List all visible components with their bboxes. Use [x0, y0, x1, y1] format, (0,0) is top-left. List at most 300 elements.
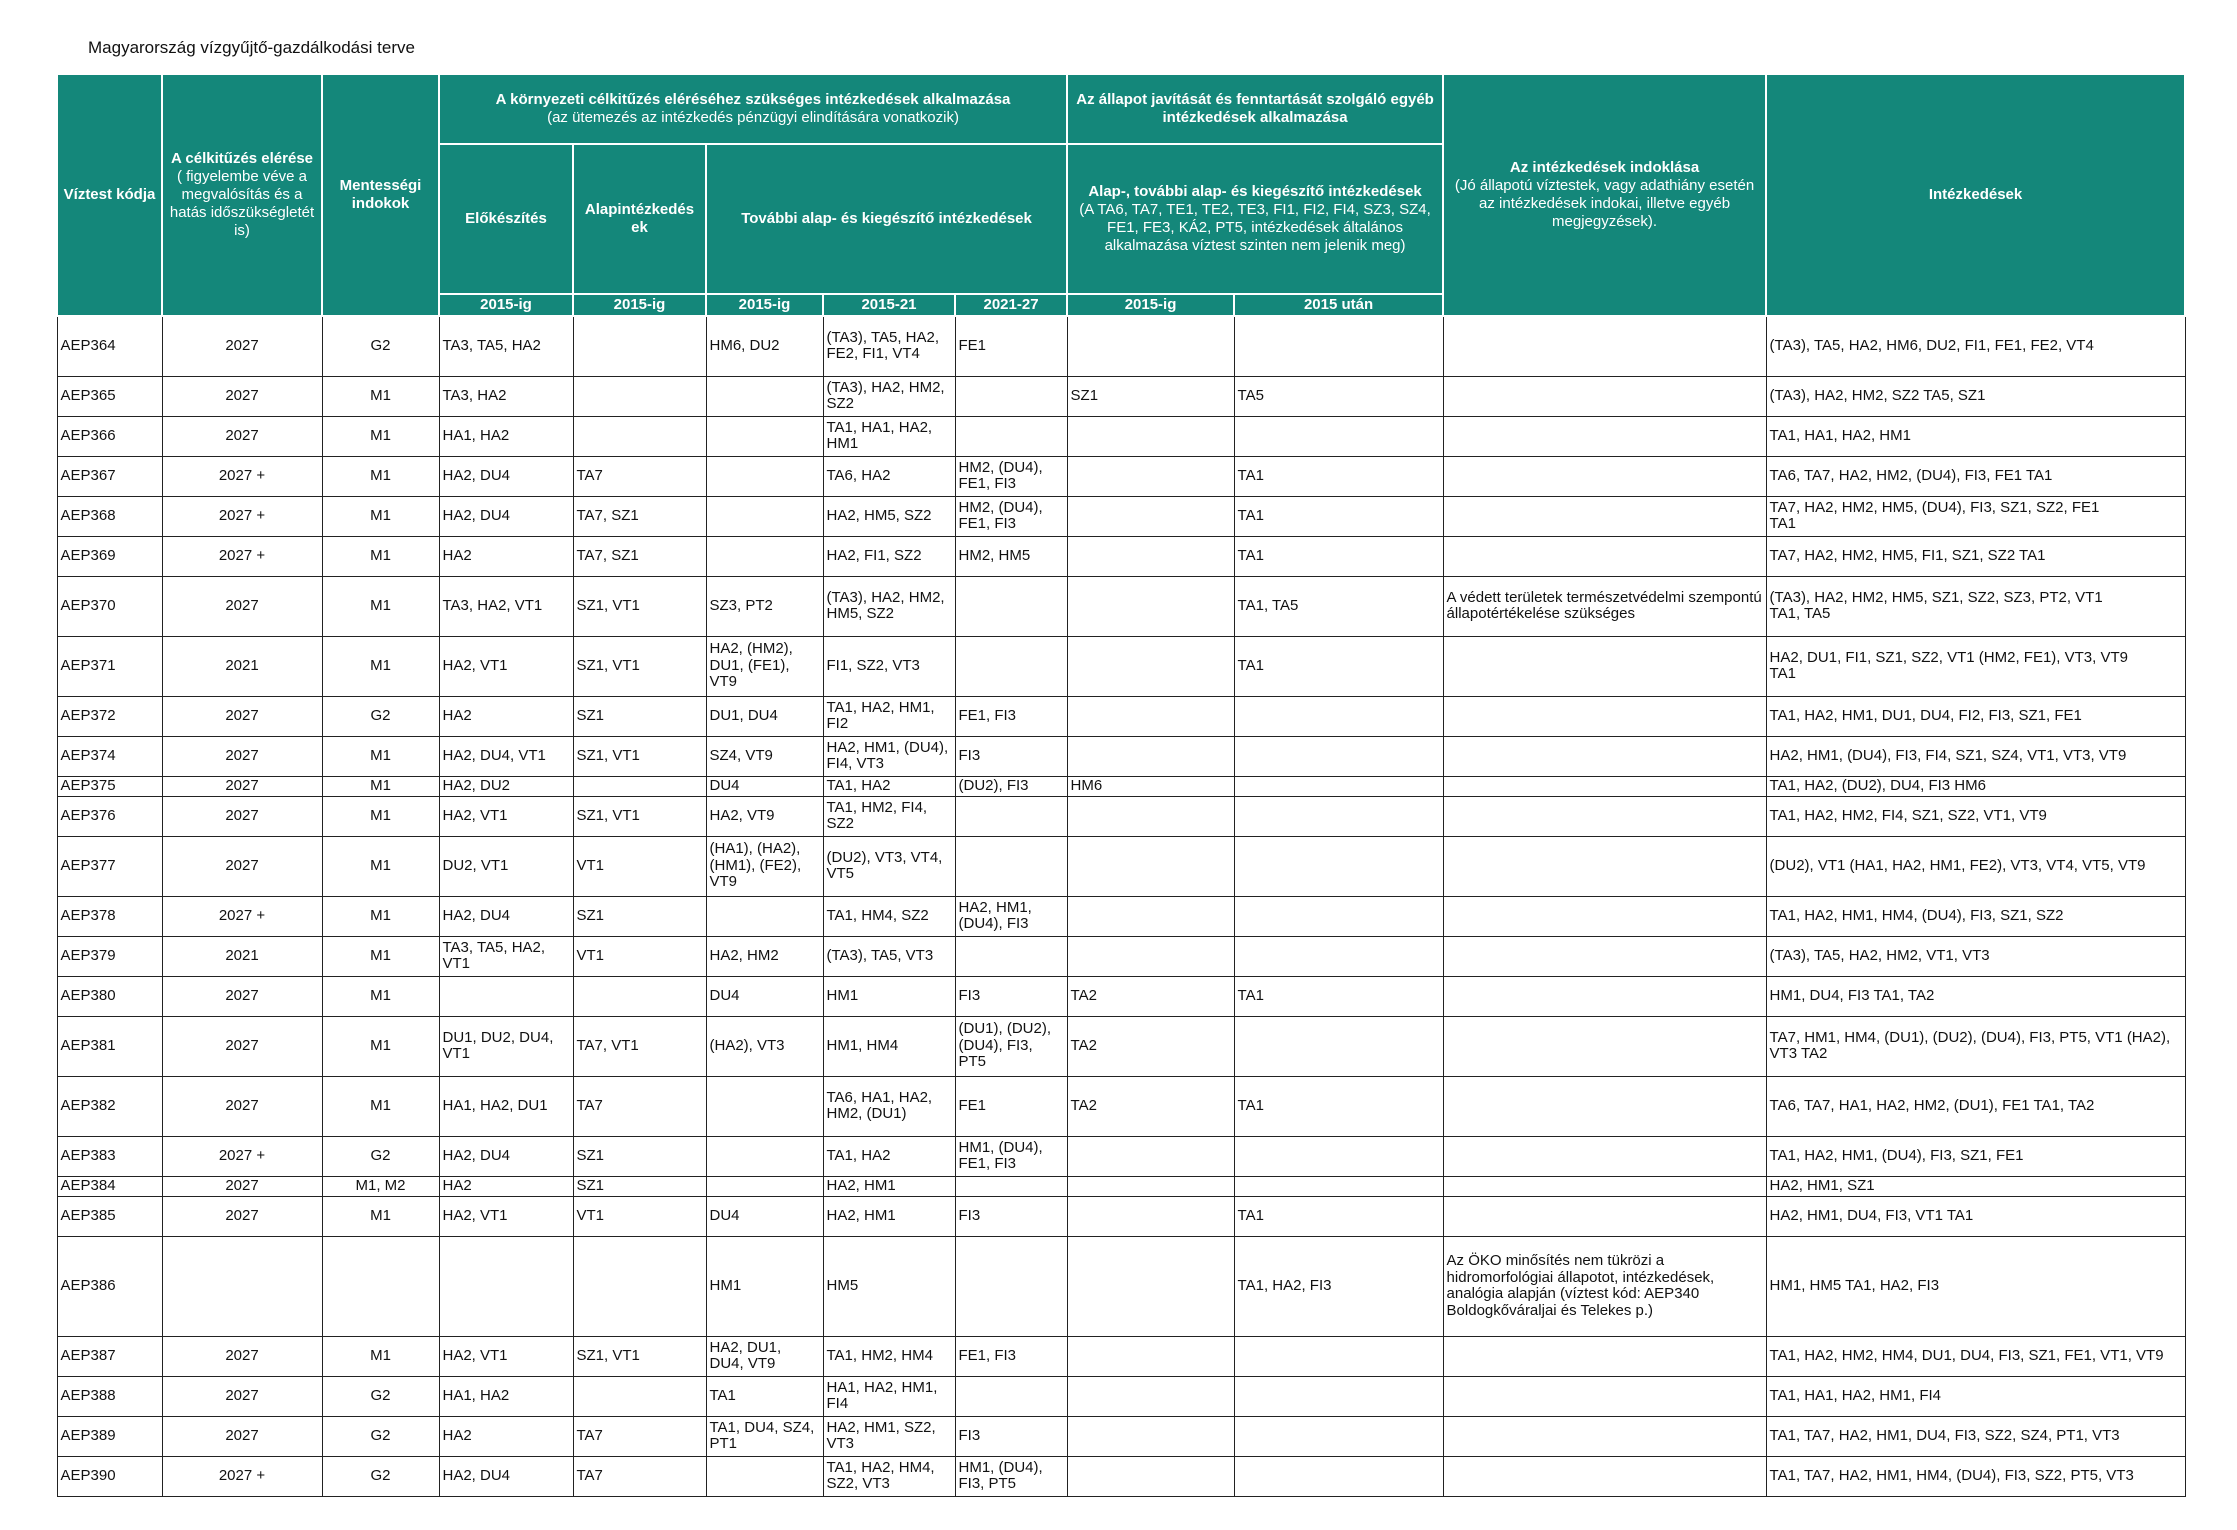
table-row	[57, 1376, 2185, 1416]
cell-basic	[573, 976, 706, 1016]
cell-prep: HA2	[439, 696, 573, 736]
cell-measures: HM1, HM5 TA1, HA2, FI3	[1766, 1236, 2185, 1336]
header-celkituzes	[162, 74, 322, 316]
cell-reason	[1443, 1196, 1766, 1236]
cell-measures: (TA3), HA2, HM2, HM5, SZ1, SZ2, SZ3, PT2, VT1 TA1, TA5	[1766, 576, 2185, 636]
cell-other-after-2015: TA1, HA2, FI3	[1234, 1236, 1443, 1336]
cell-reason	[1443, 636, 1766, 696]
cell-prep: HA1, HA2, DU1	[439, 1076, 573, 1136]
cell-code: AEP375	[57, 776, 162, 796]
cell-further-2021-27	[955, 936, 1067, 976]
cell-code: AEP385	[57, 1196, 162, 1236]
cell-other-after-2015: TA1	[1234, 636, 1443, 696]
cell-further-2015-21: HA2, HM1, (DU4), FI4, VT3	[823, 736, 955, 776]
header-kornyezeti-sub: (az ütemezés az intézkedés pénzügyi elindítására vonatkozik)	[547, 109, 959, 126]
cell-exempt: G2	[322, 1376, 439, 1416]
cell-exempt: M1	[322, 836, 439, 896]
cell-prep: TA3, TA5, HA2, VT1	[439, 936, 573, 976]
cell-other-2015	[1067, 936, 1234, 976]
cell-measures: TA6, TA7, HA1, HA2, HM2, (DU1), FE1 TA1, TA2	[1766, 1076, 2185, 1136]
cell-reason	[1443, 1136, 1766, 1176]
cell-other-after-2015	[1234, 1416, 1443, 1456]
cell-reason	[1443, 1176, 1766, 1196]
table-row	[57, 1416, 2185, 1456]
cell-basic: TA7	[573, 1416, 706, 1456]
cell-reason	[1443, 836, 1766, 896]
cell-target: 2027	[162, 1376, 322, 1416]
cell-measures: TA7, HA2, HM2, HM5, FI1, SZ1, SZ2 TA1	[1766, 536, 2185, 576]
cell-further-2015	[706, 896, 823, 936]
cell-measures: TA1, HA2, HM1, HM4, (DU4), FI3, SZ1, SZ2	[1766, 896, 2185, 936]
cell-other-2015	[1067, 536, 1234, 576]
cell-further-2015-21: HA2, HM1	[823, 1196, 955, 1236]
cell-prep: DU2, VT1	[439, 836, 573, 896]
year-header: 2015 után	[1234, 294, 1443, 316]
cell-basic: SZ1, VT1	[573, 796, 706, 836]
cell-exempt: M1	[322, 1076, 439, 1136]
table-row	[57, 1016, 2185, 1076]
cell-further-2015-21: TA6, HA1, HA2, HM2, (DU1)	[823, 1076, 955, 1136]
cell-further-2021-27: FI3	[955, 1416, 1067, 1456]
cell-other-after-2015	[1234, 936, 1443, 976]
cell-target: 2027	[162, 696, 322, 736]
cell-code: AEP364	[57, 316, 162, 376]
cell-further-2021-27: (DU2), FI3	[955, 776, 1067, 796]
cell-exempt: G2	[322, 1456, 439, 1496]
cell-code: AEP374	[57, 736, 162, 776]
cell-further-2021-27: FE1	[955, 316, 1067, 376]
header-alap	[1067, 144, 1443, 294]
table-row	[57, 456, 2185, 496]
table-row	[57, 416, 2185, 456]
cell-further-2021-27	[955, 576, 1067, 636]
cell-exempt: M1	[322, 496, 439, 536]
table-body	[57, 316, 2185, 1496]
cell-basic	[573, 316, 706, 376]
cell-other-after-2015	[1234, 1176, 1443, 1196]
cell-measures: HA2, HM1, DU4, FI3, VT1 TA1	[1766, 1196, 2185, 1236]
cell-target: 2027	[162, 1196, 322, 1236]
cell-basic: SZ1, VT1	[573, 576, 706, 636]
cell-prep: TA3, HA2	[439, 376, 573, 416]
cell-basic	[573, 376, 706, 416]
cell-exempt: M1	[322, 1016, 439, 1076]
year-header: 2015-ig	[439, 294, 573, 316]
cell-measures: HA2, DU1, FI1, SZ1, SZ2, VT1 (HM2, FE1), VT3, VT9 TA1	[1766, 636, 2185, 696]
cell-code: AEP370	[57, 576, 162, 636]
cell-further-2015: (HA1), (HA2), (HM1), (FE2), VT9	[706, 836, 823, 896]
table-row	[57, 536, 2185, 576]
cell-further-2015-21: TA6, HA2	[823, 456, 955, 496]
cell-target: 2027	[162, 416, 322, 456]
cell-other-2015	[1067, 496, 1234, 536]
cell-measures: TA1, HA2, HM2, FI4, SZ1, SZ2, VT1, VT9	[1766, 796, 2185, 836]
table-row	[57, 496, 2185, 536]
cell-exempt: M1	[322, 1336, 439, 1376]
cell-further-2015	[706, 1136, 823, 1176]
header-alap-title: Alap-, további alap- és kiegészítő intézkedések	[1088, 183, 1422, 200]
cell-prep: HA2, VT1	[439, 796, 573, 836]
cell-basic: SZ1	[573, 1176, 706, 1196]
cell-other-2015	[1067, 1336, 1234, 1376]
cell-measures: TA1, TA7, HA2, HM1, HM4, (DU4), FI3, SZ2, PT5, VT3	[1766, 1456, 2185, 1496]
cell-further-2015-21: TA1, HM2, HM4	[823, 1336, 955, 1376]
cell-prep: HA1, HA2	[439, 1376, 573, 1416]
cell-target: 2027	[162, 796, 322, 836]
cell-target: 2027 +	[162, 896, 322, 936]
cell-further-2021-27: FE1, FI3	[955, 1336, 1067, 1376]
cell-reason	[1443, 1076, 1766, 1136]
cell-reason: Az ÖKO minősítés nem tükrözi a hidromorfológiai állapotot, intézkedések, analógia alapján (víztest kód: AEP340 Boldogkőváraljai és Telekes p.)	[1443, 1236, 1766, 1336]
cell-further-2015	[706, 536, 823, 576]
cell-further-2021-27	[955, 636, 1067, 696]
cell-code: AEP382	[57, 1076, 162, 1136]
cell-other-2015	[1067, 636, 1234, 696]
cell-other-2015	[1067, 1376, 1234, 1416]
cell-prep: HA2, DU4	[439, 1136, 573, 1176]
cell-other-2015: TA2	[1067, 1076, 1234, 1136]
cell-further-2021-27: HM2, HM5	[955, 536, 1067, 576]
cell-other-2015	[1067, 1136, 1234, 1176]
cell-further-2015: DU1, DU4	[706, 696, 823, 736]
cell-further-2015	[706, 1456, 823, 1496]
cell-basic: SZ1	[573, 1136, 706, 1176]
cell-reason	[1443, 316, 1766, 376]
table-row	[57, 1136, 2185, 1176]
header-indoklas-title: Az intézkedések indoklása	[1509, 159, 1700, 176]
cell-code: AEP381	[57, 1016, 162, 1076]
table-row	[57, 1456, 2185, 1496]
cell-code: AEP365	[57, 376, 162, 416]
cell-measures: (TA3), TA5, HA2, HM6, DU2, FI1, FE1, FE2, VT4	[1766, 316, 2185, 376]
cell-further-2015-21: (TA3), TA5, VT3	[823, 936, 955, 976]
cell-target: 2027	[162, 1336, 322, 1376]
cell-reason	[1443, 1336, 1766, 1376]
cell-reason	[1443, 456, 1766, 496]
header-kornyezeti	[439, 74, 1067, 144]
cell-further-2021-27	[955, 836, 1067, 896]
cell-measures: (DU2), VT1 (HA1, HA2, HM1, FE2), VT3, VT4, VT5, VT9	[1766, 836, 2185, 896]
cell-reason	[1443, 416, 1766, 456]
header-elokeszites: Előkészítés	[439, 144, 573, 294]
cell-further-2015: SZ4, VT9	[706, 736, 823, 776]
cell-further-2015	[706, 496, 823, 536]
cell-other-2015	[1067, 796, 1234, 836]
cell-exempt: M1	[322, 416, 439, 456]
cell-further-2015-21: (TA3), HA2, HM2, SZ2	[823, 376, 955, 416]
cell-code: AEP387	[57, 1336, 162, 1376]
cell-further-2021-27	[955, 796, 1067, 836]
cell-further-2015-21: (TA3), TA5, HA2, FE2, FI1, VT4	[823, 316, 955, 376]
cell-further-2015-21: HM1, HM4	[823, 1016, 955, 1076]
cell-other-after-2015: TA1, TA5	[1234, 576, 1443, 636]
cell-further-2015	[706, 416, 823, 456]
cell-basic: TA7	[573, 1076, 706, 1136]
cell-other-2015	[1067, 836, 1234, 896]
cell-basic	[573, 776, 706, 796]
cell-basic: VT1	[573, 1196, 706, 1236]
cell-prep: HA2, DU4	[439, 496, 573, 536]
cell-other-2015	[1067, 416, 1234, 456]
header-mentessegi: Mentességi indokok	[322, 74, 439, 316]
cell-basic	[573, 416, 706, 456]
header-viztest: Víztest kódja	[57, 74, 162, 316]
cell-reason	[1443, 536, 1766, 576]
cell-other-after-2015: TA1	[1234, 496, 1443, 536]
cell-exempt: M1	[322, 1196, 439, 1236]
cell-target: 2027 +	[162, 1456, 322, 1496]
cell-target: 2027 +	[162, 1136, 322, 1176]
cell-prep: HA2, VT1	[439, 636, 573, 696]
cell-further-2021-27	[955, 1236, 1067, 1336]
cell-measures: TA7, HM1, HM4, (DU1), (DU2), (DU4), FI3, PT5, VT1 (HA2), VT3 TA2	[1766, 1016, 2185, 1076]
cell-further-2021-27: HM2, (DU4), FE1, FI3	[955, 456, 1067, 496]
table-row	[57, 1336, 2185, 1376]
cell-reason	[1443, 936, 1766, 976]
cell-further-2015-21: (DU2), VT3, VT4, VT5	[823, 836, 955, 896]
cell-measures: TA7, HA2, HM2, HM5, (DU4), FI3, SZ1, SZ2, FE1 TA1	[1766, 496, 2185, 536]
cell-code: AEP366	[57, 416, 162, 456]
cell-basic: SZ1, VT1	[573, 736, 706, 776]
cell-target: 2027	[162, 576, 322, 636]
table-row	[57, 836, 2185, 896]
cell-further-2015-21: TA1, HA1, HA2, HM1	[823, 416, 955, 456]
cell-further-2021-27: FI3	[955, 736, 1067, 776]
cell-target: 2027	[162, 836, 322, 896]
cell-reason	[1443, 1376, 1766, 1416]
header-celkituzes-title: A célkitűzés elérése	[170, 150, 314, 167]
table-row	[57, 1176, 2185, 1196]
cell-target: 2021	[162, 636, 322, 696]
cell-other-2015	[1067, 576, 1234, 636]
cell-target	[162, 1236, 322, 1336]
cell-target: 2027	[162, 976, 322, 1016]
cell-target: 2027	[162, 736, 322, 776]
cell-prep: TA3, HA2, VT1	[439, 576, 573, 636]
cell-further-2015: DU4	[706, 1196, 823, 1236]
cell-exempt: M1	[322, 576, 439, 636]
cell-other-2015	[1067, 1176, 1234, 1196]
cell-code: AEP388	[57, 1376, 162, 1416]
cell-measures: (TA3), HA2, HM2, SZ2 TA5, SZ1	[1766, 376, 2185, 416]
cell-further-2015-21: TA1, HM2, FI4, SZ2	[823, 796, 955, 836]
cell-measures: TA1, HA2, (DU2), DU4, FI3 HM6	[1766, 776, 2185, 796]
cell-basic: TA7, SZ1	[573, 496, 706, 536]
table-row	[57, 796, 2185, 836]
cell-prep: HA2, DU4, VT1	[439, 736, 573, 776]
year-header: 2015-ig	[1067, 294, 1234, 316]
cell-reason	[1443, 896, 1766, 936]
cell-further-2015-21: HA2, FI1, SZ2	[823, 536, 955, 576]
cell-basic: SZ1	[573, 696, 706, 736]
cell-further-2015: TA1, DU4, SZ4, PT1	[706, 1416, 823, 1456]
cell-further-2015-21: TA1, HA2, HM1, FI2	[823, 696, 955, 736]
cell-further-2021-27	[955, 416, 1067, 456]
cell-basic: VT1	[573, 936, 706, 976]
cell-exempt: G2	[322, 316, 439, 376]
cell-other-after-2015	[1234, 316, 1443, 376]
cell-other-after-2015: TA1	[1234, 536, 1443, 576]
cell-measures: TA1, HA2, HM2, HM4, DU1, DU4, FI3, SZ1, FE1, VT1, VT9	[1766, 1336, 2185, 1376]
cell-further-2015: DU4	[706, 976, 823, 1016]
cell-prep: HA2, DU4	[439, 1456, 573, 1496]
cell-basic: SZ1	[573, 896, 706, 936]
cell-code: AEP379	[57, 936, 162, 976]
cell-other-after-2015	[1234, 696, 1443, 736]
cell-further-2015: DU4	[706, 776, 823, 796]
cell-other-after-2015	[1234, 736, 1443, 776]
header-kornyezeti-title: A környezeti célkitűzés eléréséhez szükséges intézkedések alkalmazása	[495, 91, 1011, 108]
table-row	[57, 976, 2185, 1016]
cell-measures: HM1, DU4, FI3 TA1, TA2	[1766, 976, 2185, 1016]
cell-further-2015: HM1	[706, 1236, 823, 1336]
cell-further-2021-27: FE1	[955, 1076, 1067, 1136]
cell-prep: HA2	[439, 536, 573, 576]
cell-further-2021-27: HM1, (DU4), FE1, FI3	[955, 1136, 1067, 1176]
table-row	[57, 936, 2185, 976]
cell-other-2015	[1067, 316, 1234, 376]
cell-further-2015-21: TA1, HM4, SZ2	[823, 896, 955, 936]
table-row	[57, 696, 2185, 736]
header-alapintezkedesek: Alapintézkedés ek	[573, 144, 706, 294]
cell-further-2015	[706, 456, 823, 496]
cell-reason	[1443, 736, 1766, 776]
cell-further-2015: HM6, DU2	[706, 316, 823, 376]
cell-measures: TA1, HA2, HM1, (DU4), FI3, SZ1, FE1	[1766, 1136, 2185, 1176]
cell-further-2021-27: HA2, HM1, (DU4), FI3	[955, 896, 1067, 936]
header-tovabbi: További alap- és kiegészítő intézkedések	[706, 144, 1067, 294]
cell-other-2015: SZ1	[1067, 376, 1234, 416]
cell-other-after-2015: TA1	[1234, 1196, 1443, 1236]
cell-further-2015-21: TA1, HA2, HM4, SZ2, VT3	[823, 1456, 955, 1496]
cell-other-2015	[1067, 1456, 1234, 1496]
cell-other-after-2015	[1234, 416, 1443, 456]
cell-other-2015	[1067, 896, 1234, 936]
cell-reason	[1443, 1416, 1766, 1456]
cell-other-2015	[1067, 1416, 1234, 1456]
cell-basic	[573, 1376, 706, 1416]
cell-code: AEP383	[57, 1136, 162, 1176]
cell-exempt: M1	[322, 796, 439, 836]
year-header: 2015-21	[823, 294, 955, 316]
cell-basic: TA7	[573, 456, 706, 496]
cell-other-2015	[1067, 1236, 1234, 1336]
cell-measures: (TA3), TA5, HA2, HM2, VT1, VT3	[1766, 936, 2185, 976]
measures-table	[56, 73, 2186, 1497]
document-title: Magyarország vízgyűjtő-gazdálkodási terve	[88, 38, 415, 57]
header-celkituzes-sub: ( figyelembe véve a megvalósítás és a hatás időszükségletét is)	[169, 168, 315, 239]
cell-further-2015-21: TA1, HA2	[823, 1136, 955, 1176]
cell-further-2015	[706, 376, 823, 416]
cell-target: 2027	[162, 376, 322, 416]
cell-code: AEP384	[57, 1176, 162, 1196]
cell-code: AEP390	[57, 1456, 162, 1496]
year-header: 2015-ig	[706, 294, 823, 316]
cell-exempt: M1	[322, 456, 439, 496]
cell-measures: HA2, HM1, (DU4), FI3, FI4, SZ1, SZ4, VT1, VT3, VT9	[1766, 736, 2185, 776]
cell-other-2015: TA2	[1067, 976, 1234, 1016]
cell-code: AEP378	[57, 896, 162, 936]
cell-code: AEP386	[57, 1236, 162, 1336]
table-row	[57, 1236, 2185, 1336]
header-allapot: Az állapot javítását és fenntartását szolgáló egyéb intézkedések alkalmazása	[1067, 74, 1443, 144]
cell-basic: SZ1, VT1	[573, 636, 706, 696]
cell-target: 2027	[162, 316, 322, 376]
header-indoklas-sub: (Jó állapotú víztestek, vagy adathiány esetén az intézkedések indokai, illetve egyéb megjegyzések).	[1454, 177, 1755, 230]
cell-reason	[1443, 696, 1766, 736]
cell-prep	[439, 976, 573, 1016]
cell-code: AEP372	[57, 696, 162, 736]
cell-other-after-2015: TA1	[1234, 1076, 1443, 1136]
cell-other-after-2015: TA1	[1234, 456, 1443, 496]
cell-prep: DU1, DU2, DU4, VT1	[439, 1016, 573, 1076]
cell-measures: HA2, HM1, SZ1	[1766, 1176, 2185, 1196]
cell-code: AEP367	[57, 456, 162, 496]
cell-prep: HA2, VT1	[439, 1196, 573, 1236]
cell-basic	[573, 1236, 706, 1336]
cell-further-2015: HA2, (HM2), DU1, (FE1), VT9	[706, 636, 823, 696]
cell-code: AEP368	[57, 496, 162, 536]
cell-measures: TA1, HA1, HA2, HM1, FI4	[1766, 1376, 2185, 1416]
cell-further-2021-27: (DU1), (DU2), (DU4), FI3, PT5	[955, 1016, 1067, 1076]
cell-exempt: M1	[322, 776, 439, 796]
cell-further-2021-27: HM1, (DU4), FI3, PT5	[955, 1456, 1067, 1496]
cell-other-after-2015	[1234, 836, 1443, 896]
cell-basic: SZ1, VT1	[573, 1336, 706, 1376]
cell-further-2015-21: FI1, SZ2, VT3	[823, 636, 955, 696]
cell-further-2015-21: HM1	[823, 976, 955, 1016]
cell-target: 2021	[162, 936, 322, 976]
cell-measures: TA1, HA2, HM1, DU1, DU4, FI2, FI3, SZ1, FE1	[1766, 696, 2185, 736]
cell-code: AEP389	[57, 1416, 162, 1456]
cell-other-after-2015	[1234, 1336, 1443, 1376]
cell-basic: TA7, VT1	[573, 1016, 706, 1076]
cell-further-2015-21: HA1, HA2, HM1, FI4	[823, 1376, 955, 1416]
cell-reason	[1443, 1456, 1766, 1496]
cell-exempt: M1	[322, 536, 439, 576]
cell-exempt	[322, 1236, 439, 1336]
cell-further-2015: (HA2), VT3	[706, 1016, 823, 1076]
cell-further-2015-21: HA2, HM5, SZ2	[823, 496, 955, 536]
cell-target: 2027	[162, 1076, 322, 1136]
table-row	[57, 1076, 2185, 1136]
cell-prep: TA3, TA5, HA2	[439, 316, 573, 376]
cell-prep: HA2, DU4	[439, 896, 573, 936]
cell-prep: HA2, DU2	[439, 776, 573, 796]
cell-other-2015: TA2	[1067, 1016, 1234, 1076]
cell-further-2021-27: FE1, FI3	[955, 696, 1067, 736]
cell-basic: TA7, SZ1	[573, 536, 706, 576]
cell-prep: HA2, DU4	[439, 456, 573, 496]
cell-prep	[439, 1236, 573, 1336]
cell-exempt: M1, M2	[322, 1176, 439, 1196]
cell-exempt: M1	[322, 636, 439, 696]
cell-target: 2027 +	[162, 456, 322, 496]
cell-other-2015	[1067, 696, 1234, 736]
cell-further-2021-27: FI3	[955, 1196, 1067, 1236]
table-row	[57, 576, 2185, 636]
table-row	[57, 896, 2185, 936]
cell-code: AEP371	[57, 636, 162, 696]
cell-further-2021-27	[955, 1376, 1067, 1416]
table-row	[57, 376, 2185, 416]
cell-prep: HA2, VT1	[439, 1336, 573, 1376]
cell-prep: HA2	[439, 1176, 573, 1196]
cell-target: 2027	[162, 1016, 322, 1076]
cell-further-2015-21: HM5	[823, 1236, 955, 1336]
cell-exempt: M1	[322, 376, 439, 416]
cell-further-2015-21: (TA3), HA2, HM2, HM5, SZ2	[823, 576, 955, 636]
